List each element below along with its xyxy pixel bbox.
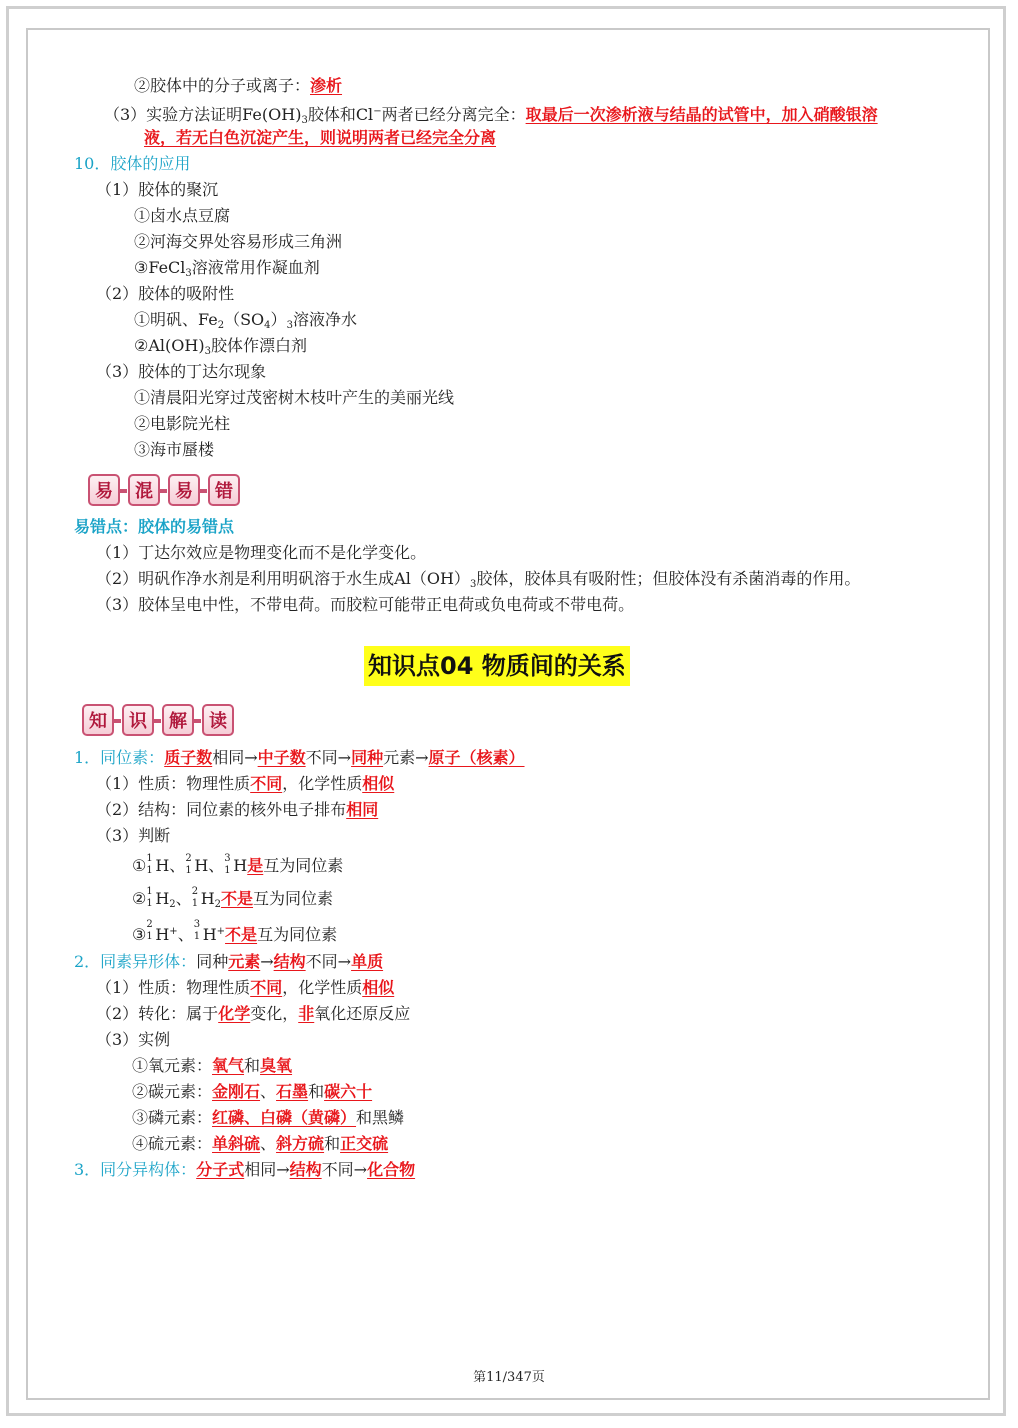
error-points-title: 易错点：胶体的易错点 xyxy=(74,517,235,536)
badge-tile: 识 xyxy=(122,704,154,736)
error-prone-badge-group xyxy=(88,474,248,506)
allotrope-example: ①氧元素：氧气和臭氧 xyxy=(132,1056,293,1075)
isotope-definition: 1．同位素：质子数相同→中子数不同→同种元素→原子（核素） xyxy=(74,748,525,767)
badge-tile: 易 xyxy=(168,474,200,506)
badge-tile: 知 xyxy=(82,704,114,736)
badge-tile: 读 xyxy=(202,704,234,736)
badge-tile: 混 xyxy=(128,474,160,506)
badge-tile: 解 xyxy=(162,704,194,736)
isotope-judgement-3: ③ 2 1 H+、 3 1 H+不是互为同位素 xyxy=(132,919,338,944)
error-point: （1）丁达尔效应是物理变化而不是化学变化。 xyxy=(96,543,427,562)
isotope-judgement-1: ① 1 1 H、 2 1 H、 3 1 H是互为同位素 xyxy=(132,853,344,876)
allotrope-property: （1）性质：物理性质不同，化学性质相似 xyxy=(96,978,395,997)
experiment-method-line: （3）实验方法证明$Fe(OH)_3$胶体和Cl−两者已经分离完全：取最后一次渗析液与结晶的试管中，加入硝酸银溶 xyxy=(104,105,878,126)
experiment-method-line-2: 液，若无白色沉淀产生，则说明两者已经完全分离 xyxy=(144,128,497,147)
isomer-definition: 3．同分异构体：分子式相同→结构不同→化合物 xyxy=(74,1160,416,1179)
error-point: （3）胶体呈电中性，不带电荷。而胶粒可能带正电荷或负电荷或不带电荷。 xyxy=(96,595,635,614)
knowledge-badge-group xyxy=(82,704,242,736)
allotrope-example: ②碳元素：金刚石、石墨和碳六十 xyxy=(132,1082,373,1101)
coagulation-heading: （1）胶体的聚沉 xyxy=(96,180,219,199)
list-item: ③海市蜃楼 xyxy=(134,440,215,459)
badge-tile: 错 xyxy=(208,474,240,506)
isotope-property: （1）性质：物理性质不同，化学性质相似 xyxy=(96,774,395,793)
allotrope-examples-heading: （3）实例 xyxy=(96,1030,171,1049)
allotrope-conversion: （2）转化：属于化学变化，非氧化还原反应 xyxy=(96,1004,411,1023)
badge-tile: 易 xyxy=(88,474,120,506)
page-number: 第11/347页 xyxy=(473,1370,545,1385)
list-item: ②电影院光柱 xyxy=(134,414,231,433)
colloid-separation-line: ②胶体中的分子或离子：渗析 xyxy=(134,76,343,95)
isotope-judgement-2: ② 1 1 $H_2$、 2 1 $H_2$不是互为同位素 xyxy=(132,886,334,910)
list-item: ②河海交界处容易形成三角洲 xyxy=(134,232,343,251)
isotope-judgement-heading: （3）判断 xyxy=(96,826,171,845)
list-item: $②Al(OH)_3$胶体作漂白剂 xyxy=(134,336,307,357)
list-item: ①卤水点豆腐 xyxy=(134,206,231,225)
isotope-structure: （2）结构：同位素的核外电子排布相同 xyxy=(96,800,379,819)
allotrope-example: ④硫元素：单斜硫、斜方硫和正交硫 xyxy=(132,1134,389,1153)
tyndall-heading: （3）胶体的丁达尔现象 xyxy=(96,362,267,381)
error-point: （2）明矾作净水剂是利用明矾溶于水生成$Al(OH)_3$胶体，胶体具有吸附性；但胶体没有杀菌消毒的作用。 xyxy=(96,569,861,590)
adsorption-heading: （2）胶体的吸附性 xyxy=(96,284,235,303)
section-title-colloid-applications: 10．胶体的应用 xyxy=(74,154,191,173)
list-item: ①清晨阳光穿过茂密树木枝叶产生的美丽光线 xyxy=(134,388,455,407)
knowledge-point-heading: 知识点04 物质间的关系 xyxy=(364,646,630,686)
allotrope-example: ③磷元素：红磷、白磷（黄磷）和黑鳞 xyxy=(132,1108,405,1127)
list-item: ①明矾、$Fe_2(SO_4)_3$溶液净水 xyxy=(134,310,357,331)
allotrope-definition: 2．同素异形体：同种元素→结构不同→单质 xyxy=(74,952,384,971)
list-item: ③FeCl$_3$溶液常用作凝血剂 xyxy=(134,258,320,279)
